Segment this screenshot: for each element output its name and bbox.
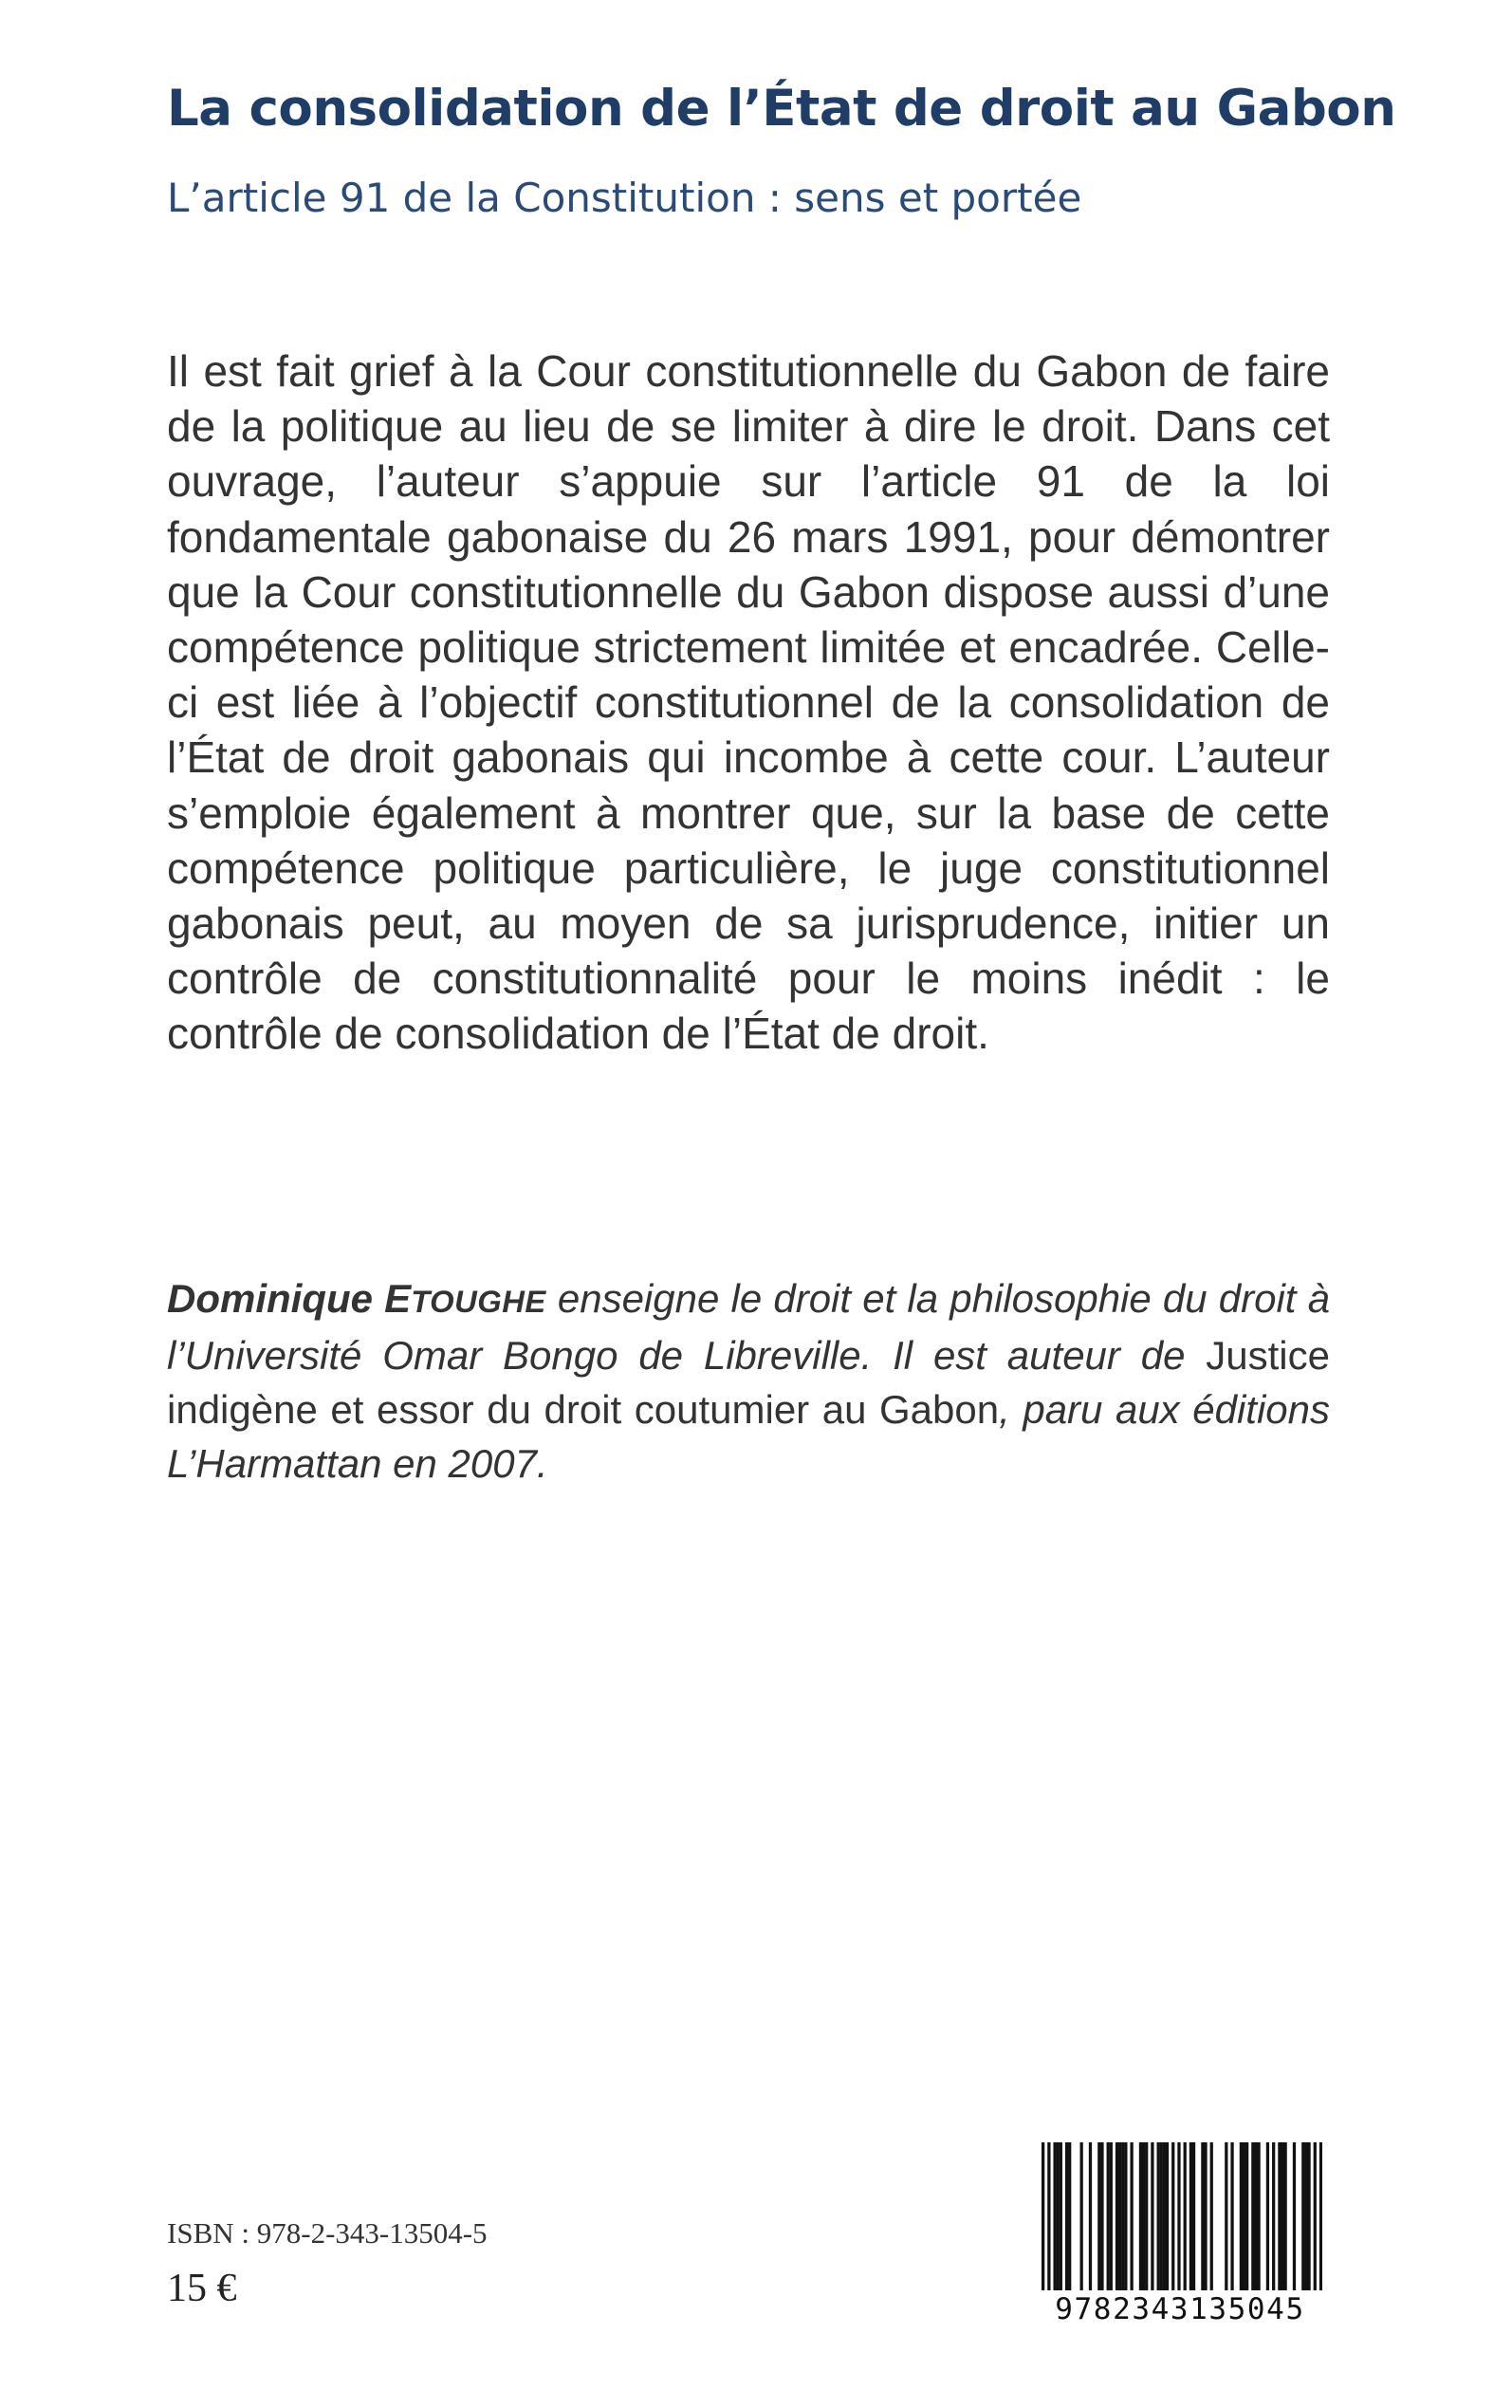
barcode-bar: [1210, 2142, 1213, 2290]
barcode-bar: [1057, 2142, 1060, 2290]
barcode-bar: [1257, 2142, 1260, 2290]
barcode-bar: [1304, 2142, 1307, 2290]
barcode-bar: [1166, 2142, 1169, 2290]
barcode-bar: [1142, 2142, 1145, 2290]
barcode-bar: [1251, 2142, 1254, 2290]
barcode-bar: [1116, 2142, 1118, 2290]
barcode-bar: [1204, 2142, 1207, 2290]
barcode-bar: [1089, 2142, 1092, 2290]
barcode-bar: [1160, 2142, 1163, 2290]
barcode-bar: [1157, 2142, 1160, 2290]
barcode-bar: [1293, 2142, 1296, 2290]
barcode-bar: [1307, 2142, 1310, 2290]
isbn-label: ISBN : 978-2-343-13504-5: [167, 2216, 488, 2250]
barcode-bar: [1068, 2142, 1071, 2290]
barcode-bar: [1060, 2142, 1062, 2290]
barcode-bar: [1272, 2142, 1275, 2290]
bio-text-1: enseigne le droit et la philosophie du droit à l’Université Omar Bongo de Libreville. Il est auteur de: [167, 1276, 1330, 1378]
barcode-bar: [1118, 2142, 1121, 2290]
barcode-bar: [1243, 2142, 1245, 2290]
barcode-bar: [1124, 2142, 1127, 2290]
previous-book-title: Justice indigène et essor du droit coutumier au Gabon: [167, 1333, 1330, 1432]
price-label: 15 €: [167, 2267, 237, 2310]
author-bio: [167, 1271, 1330, 1491]
book-subtitle: L’article 91 de la Constitution : sens et portée: [167, 175, 1082, 221]
barcode-bar: [1184, 2142, 1187, 2290]
barcode-bar: [1121, 2142, 1124, 2290]
barcode-bar: [1314, 2142, 1317, 2290]
book-title: La consolidation de l’État de droit au Gabon: [167, 80, 1396, 138]
barcode-bar: [1230, 2142, 1233, 2290]
barcode-bar: [1042, 2142, 1044, 2290]
author-last-rest: TOUGHE: [411, 1284, 546, 1319]
barcode-bar: [1283, 2142, 1286, 2290]
barcode-bar: [1240, 2142, 1243, 2290]
author-last-initial: E: [384, 1276, 412, 1321]
author-name: [167, 1276, 546, 1321]
barcode-bar: [1107, 2142, 1110, 2290]
barcode-bar: [1053, 2142, 1056, 2290]
barcode-bar: [1151, 2142, 1153, 2290]
barcode-bar: [1278, 2142, 1281, 2290]
barcode-bar: [1065, 2142, 1068, 2290]
barcode-bar: [1245, 2142, 1248, 2290]
barcode-bar: [1130, 2142, 1133, 2290]
barcode-bar: [1301, 2142, 1304, 2290]
barcode-bar: [1047, 2142, 1050, 2290]
barcode-bar: [1201, 2142, 1204, 2290]
author-first-name: Dominique: [167, 1276, 373, 1321]
barcode-bar: [1171, 2142, 1174, 2290]
barcode-bar: [1097, 2142, 1100, 2290]
bio-text-2: , paru aux éditions L’Harmattan en 2007.: [167, 1387, 1330, 1486]
barcode-bar: [1145, 2142, 1148, 2290]
barcode-bar: [1189, 2142, 1192, 2290]
barcode-bars: [1042, 2142, 1322, 2290]
isbn-barcode: [1032, 2139, 1328, 2338]
barcode-bar: [1139, 2142, 1142, 2290]
barcode-bar: [1266, 2142, 1269, 2290]
barcode-bar: [1110, 2142, 1113, 2290]
barcode-bar: [1319, 2142, 1322, 2290]
barcode-bar: [1100, 2142, 1103, 2290]
barcode-bar: [1163, 2142, 1166, 2290]
barcode-bar: [1177, 2142, 1180, 2290]
barcode-bar: [1192, 2142, 1195, 2290]
barcode-bar: [1281, 2142, 1283, 2290]
barcode-digits: 9782343135045: [1055, 2292, 1305, 2326]
summary-paragraph: Il est fait grief à la Cour constitutionnelle du Gabon de faire de la politique au lieu de se limiter à dire le droit. Dans cet ouvrage, l’auteur s’appuie sur l’article 91 de la loi fondamentale gabonaise du 26 mars 1991, pour démontrer que la Cour constitutionnelle du Gabon dispose aussi d’une compétence politique strictement limitée et encadrée. Celle-ci est liée à l’objectif constitutionnel de la consolidation de l’État de droit gabonais qui incombe à cette cour. L’auteur s’emploie également à montrer que, sur la base de cette compétence politique particulière, le juge constitutionnel gabonais peut, au moyen de sa jurisprudence, initier un contrôle de constitutionnalité pour le moins inédit : le contrôle de consolidation de l’État de droit.: [167, 346, 1330, 1059]
barcode-bar: [1225, 2142, 1227, 2290]
barcode-bar: [1254, 2142, 1257, 2290]
barcode-bar: [1080, 2142, 1083, 2290]
